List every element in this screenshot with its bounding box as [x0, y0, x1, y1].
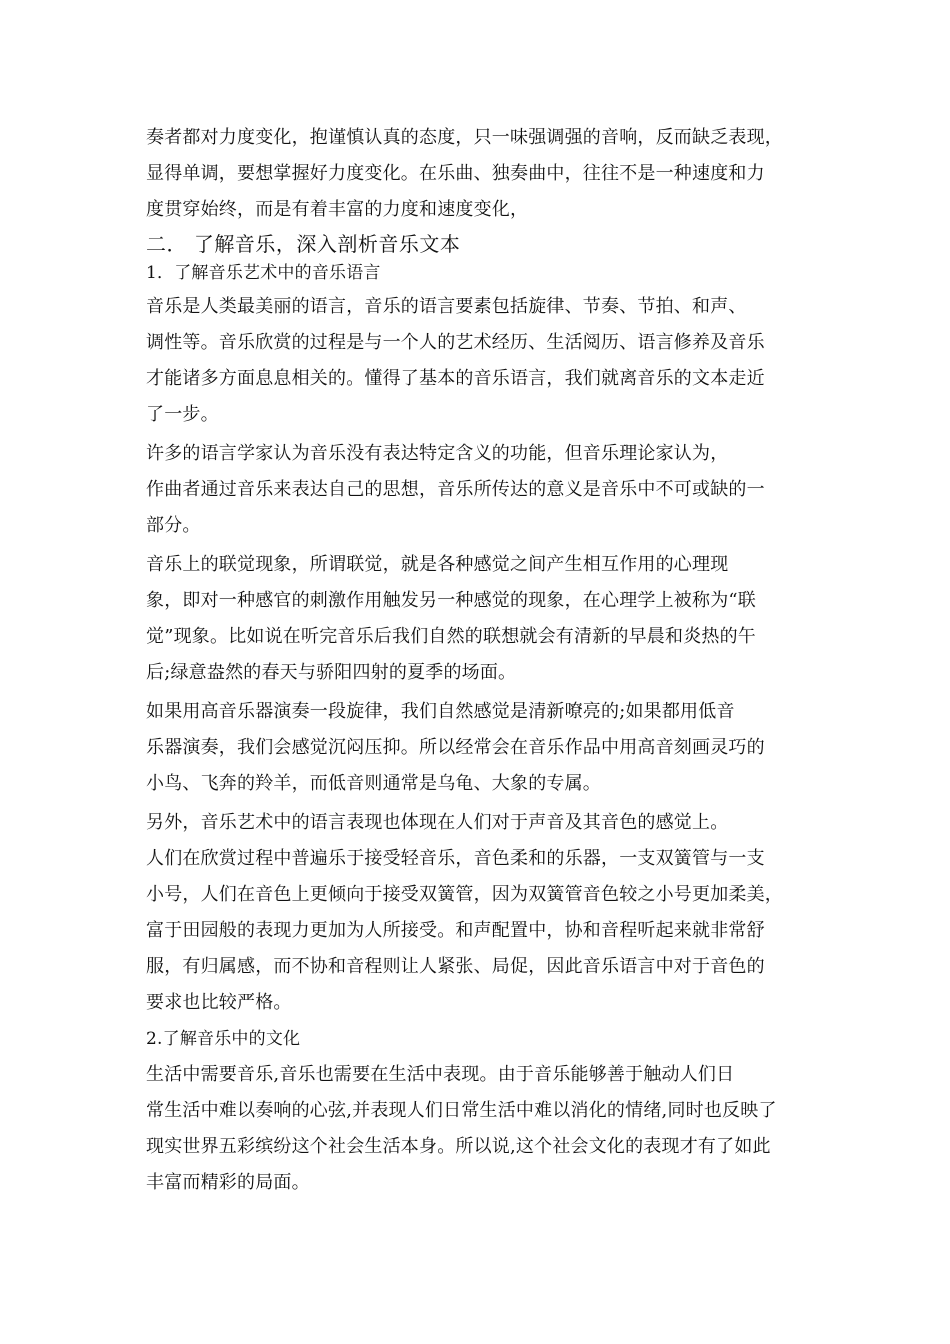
body-text-line: 后;绿意盎然的春天与骄阳四射的夏季的场面。 [146, 662, 517, 683]
body-text-line: 小号，人们在音色上更倾向于接受双簧管，因为双簧管音色较之小号更加柔美， [146, 884, 783, 905]
body-text-line: 现实世界五彩缤纷这个社会生活本身。所以说,这个社会文化的表现才有了如此 [146, 1136, 771, 1157]
body-text-line: 另外，音乐艺术中的语言表现也体现在人们对于声音及其音色的感觉上。 [146, 812, 729, 833]
body-text-line: 如果用高音乐器演奏一段旋律，我们自然感觉是清新嘹亮的;如果都用低音 [146, 701, 735, 722]
body-text-line: 丰富而精彩的局面。 [146, 1172, 310, 1193]
body-text-line: 显得单调，要想掌握好力度变化。在乐曲、独奏曲中，往往不是一种速度和力 [146, 163, 765, 184]
body-text-line: 要求也比较严格。 [146, 992, 292, 1013]
body-text-line: 小鸟、飞奔的羚羊，而低音则通常是乌龟、大象的专属。 [146, 773, 601, 794]
subsection-heading: 2.了解音乐中的文化 [146, 1029, 301, 1049]
body-text-line: 了一步。 [146, 404, 219, 425]
body-text-line: 音乐是人类最美丽的语言，音乐的语言要素包括旋律、节奏、节拍、和声、 [146, 296, 747, 317]
body-text-line: 音乐上的联觉现象，所谓联觉，就是各种感觉之间产生相互作用的心理现 [146, 554, 729, 575]
body-text-line: 生活中需要音乐,音乐也需要在生活中表现。由于音乐能够善于触动人们日 [146, 1064, 735, 1085]
body-text-line: 许多的语言学家认为音乐没有表达特定含义的功能，但音乐理论家认为， [146, 443, 729, 464]
body-text-line: 部分。 [146, 515, 201, 536]
body-text-line: 度贯穿始终，而是有着丰富的力度和速度变化， [146, 199, 529, 220]
body-text-line: 调性等。音乐欣赏的过程是与一个人的艺术经历、生活阅历、语言修养及音乐 [146, 332, 765, 353]
body-text-line: 服，有归属感，而不协和音程则让人紧张、局促，因此音乐语言中对于音色的 [146, 956, 765, 977]
body-text-line: 觉”现象。比如说在听完音乐后我们自然的联想就会有清新的早晨和炎热的午 [146, 626, 756, 647]
body-text-line: 象，即对一种感官的刺激作用触发另一种感觉的现象，在心理学上被称为“联 [146, 590, 756, 611]
body-text-line: 作曲者通过音乐来表达自己的思想，音乐所传达的意义是音乐中不可或缺的一 [146, 479, 765, 500]
subsection-heading: 1．了解音乐艺术中的音乐语言 [146, 263, 381, 283]
body-text-line: 富于田园般的表现力更加为人所接受。和声配置中，协和音程听起来就非常舒 [146, 920, 765, 941]
body-text-line: 常生活中难以奏响的心弦,并表现人们日常生活中难以消化的情绪,同时也反映了 [146, 1100, 777, 1121]
body-text-line: 乐器演奏，我们会感觉沉闷压抑。所以经常会在音乐作品中用高音刻画灵巧的 [146, 737, 765, 758]
body-text-line: 才能诸多方面息息相关的。懂得了基本的音乐语言，我们就离音乐的文本走近 [146, 368, 765, 389]
body-text-line: 人们在欣赏过程中普遍乐于接受轻音乐，音色柔和的乐器，一支双簧管与一支 [146, 848, 765, 869]
section-heading: 二． 了解音乐，深入剖析音乐文本 [146, 232, 461, 256]
body-text-line: 奏者都对力度变化，抱谨慎认真的态度，只一味强调强的音响，反而缺乏表现， [146, 127, 783, 148]
